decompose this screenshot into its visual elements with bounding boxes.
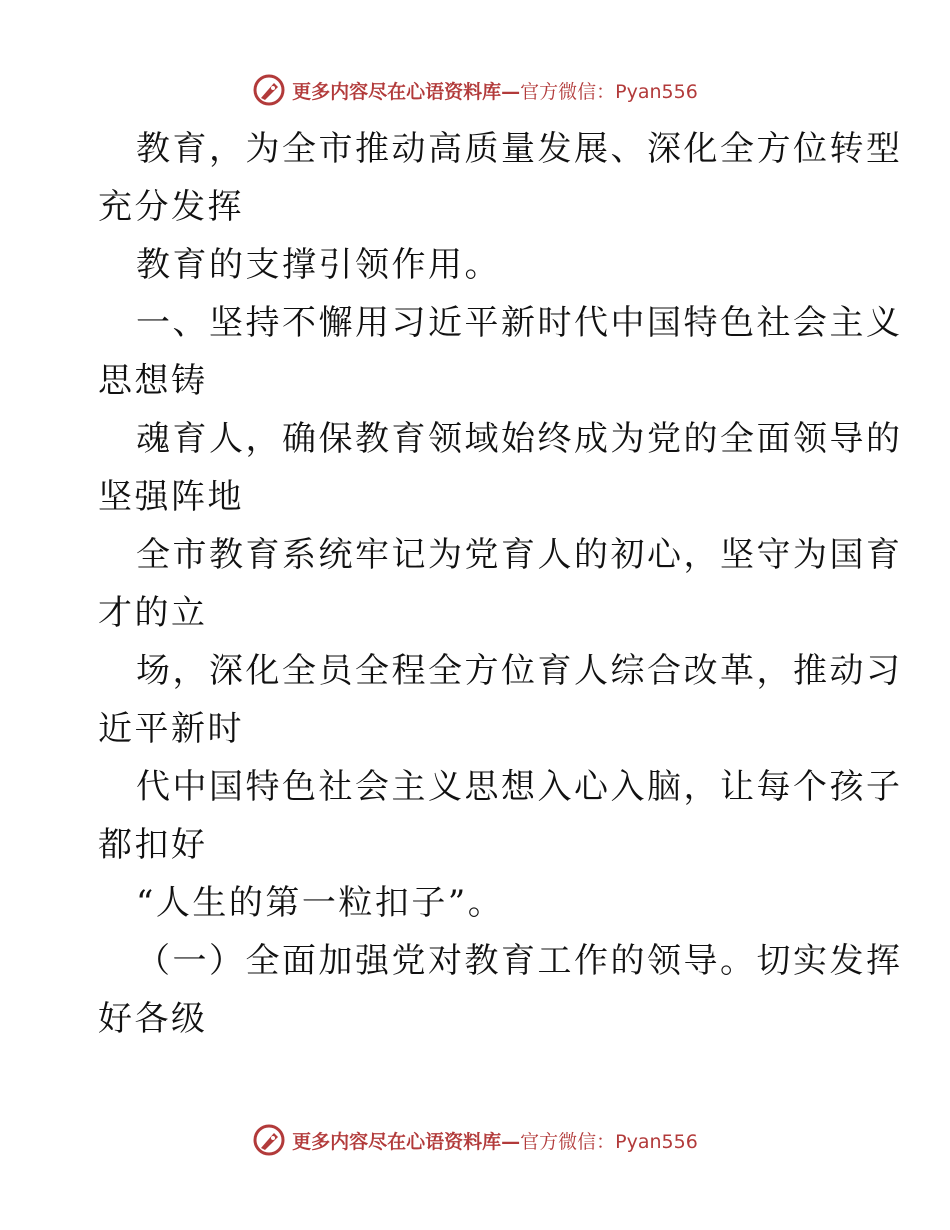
footer-watermark — [0, 1120, 950, 1160]
pen-nib-logo-icon — [252, 1123, 286, 1157]
body-line: 坚强阵地 — [98, 477, 244, 517]
body-line: 才的立 — [98, 593, 208, 633]
body-line: 教育，为全市推动高质量发展、深化全方位转型 — [136, 129, 903, 169]
watermark-site-text: 更多内容尽在心语资料库— — [292, 1130, 521, 1153]
body-line: 近平新时 — [98, 709, 244, 749]
body-line: 代中国特色社会主义思想入心入脑，让每个孩子 — [136, 767, 903, 807]
watermark-wechat-text: 官方微信：Pyan556 — [520, 80, 698, 103]
body-line: 思想铸 — [98, 361, 208, 401]
header-watermark — [0, 70, 950, 110]
watermark-text — [292, 77, 698, 104]
body-line: 一、坚持不懈用习近平新时代中国特色社会主义 — [136, 303, 903, 343]
watermark-wechat-text: 官方微信：Pyan556 — [520, 1130, 698, 1153]
body-line: 教育的支撑引领作用。 — [136, 245, 501, 285]
body-line: 都扣好 — [98, 825, 208, 865]
watermark-text — [292, 1127, 698, 1154]
pen-nib-logo-icon — [252, 73, 286, 107]
body-line: 场，深化全员全程全方位育人综合改革，推动习 — [136, 651, 903, 691]
body-line: 充分发挥 — [98, 187, 244, 227]
document-body — [98, 120, 903, 1048]
watermark-site-text: 更多内容尽在心语资料库— — [292, 80, 521, 103]
body-line: 好各级 — [98, 999, 208, 1039]
body-line: “人生的第一粒扣子”。 — [136, 883, 505, 923]
body-line: 全市教育系统牢记为党育人的初心，坚守为国育 — [136, 535, 903, 575]
body-line: （一）全面加强党对教育工作的领导。切实发挥 — [136, 941, 903, 981]
body-line: 魂育人，确保教育领域始终成为党的全面领导的 — [136, 419, 903, 459]
